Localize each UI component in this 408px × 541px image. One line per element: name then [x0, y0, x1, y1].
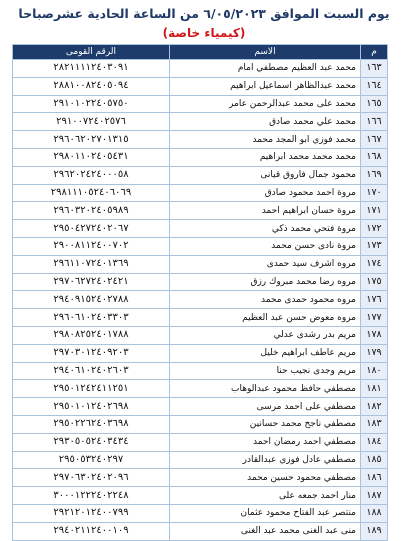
- page-title: يوم السبت الموافق ٦/٠٥/٢٠٢٣ من الساعة الحادية عشرصباحا: [18, 6, 390, 21]
- student-name: محمد فوزي ابو المجد محمد: [170, 131, 361, 149]
- table-row: [13, 522, 388, 540]
- row-number: ١٨٩: [361, 522, 388, 540]
- national-id: ٢٩٤٠٢١١٢٤٠٠١٠٩: [13, 522, 170, 540]
- table-row: [13, 344, 388, 362]
- national-id: ٢٩٨٠١١٠٢٤٠٥٤٣١: [13, 148, 170, 166]
- student-name: مريم وجدى نجيب حنا: [170, 362, 361, 380]
- student-name: مصطفي عادل فوزي عبدالقادر: [170, 451, 361, 469]
- row-number: ١٨٠: [361, 362, 388, 380]
- student-name: محمود جمال فاروق قيانى: [170, 166, 361, 184]
- student-name: مريم بدر رشدى عدلي: [170, 326, 361, 344]
- student-name: مروه محمود حمدى محمد: [170, 291, 361, 309]
- row-number: ١٨٤: [361, 433, 388, 451]
- subject-subtitle: (كيمياء خاصة): [162, 26, 246, 40]
- table-row: [13, 202, 388, 220]
- student-name: مصطفي حافظ محمود عبدالوهاب: [170, 380, 361, 398]
- national-id: ٢٩٦٠٦٢٠٢٧٠١٣١٥: [13, 131, 170, 149]
- student-name: منار احمد جمعه على: [170, 487, 361, 505]
- national-id: ٣٠٠٠١٢٢٢٤٠٢٢٤٨: [13, 487, 170, 505]
- row-number: ١٦٤: [361, 77, 388, 95]
- national-id: ٢٩٤٠٦١٠٢٤٠٢٦٠٣: [13, 362, 170, 380]
- table-row: [13, 184, 388, 202]
- student-name: منى عبد الغنى محمد عبد الغنى: [170, 522, 361, 540]
- student-name: منتصر عبد الفتاح محمود عثمان: [170, 504, 361, 522]
- column-header-id: الرقم القومى: [13, 45, 170, 60]
- row-number: ١٦٨: [361, 148, 388, 166]
- table-row: [13, 273, 388, 291]
- table-row: [13, 220, 388, 238]
- student-name: مريم عاطف ابراهيم خليل: [170, 344, 361, 362]
- national-id: ٢٩٥٠١٢٤٢٤١١٢٥١: [13, 380, 170, 398]
- national-id: ٢٩٥٠٥٣٢٤٠٢٩٧: [13, 451, 170, 469]
- student-name: محمد عبد العظيم مصطفي امام: [170, 60, 361, 78]
- column-header-name: الاسم: [170, 45, 361, 60]
- national-id: ٢٩٨٠٨٢٥٢٤٠١٧٨٨: [13, 326, 170, 344]
- row-number: ١٦٩: [361, 166, 388, 184]
- student-name: مصطفي احمد رمضان احمد: [170, 433, 361, 451]
- table-row: [13, 415, 388, 433]
- table-row: [13, 309, 388, 327]
- table-row: [13, 362, 388, 380]
- national-id: ٢٩١٠١٠٢٢٤٠٥٧٥٠: [13, 95, 170, 113]
- student-name: محمد محمد محمد ابراهيم: [170, 148, 361, 166]
- student-name: مروة احمد محمود صادق: [170, 184, 361, 202]
- students-table: [12, 44, 388, 541]
- national-id: ٢٩٦٠٣٢٠٢٤٠٥٩٨٩: [13, 202, 170, 220]
- table-row: [13, 148, 388, 166]
- row-number: ١٦٣: [361, 60, 388, 78]
- row-number: ١٧٢: [361, 220, 388, 238]
- national-id: ٢٩٣٠٥٠٥٢٤٠٣٤٣٤: [13, 433, 170, 451]
- table-row: [13, 60, 388, 78]
- table-body: [13, 60, 388, 541]
- student-name: مصطفي على احمد مرسى: [170, 398, 361, 416]
- row-number: ١٨١: [361, 380, 388, 398]
- table-header-row: [13, 45, 388, 60]
- student-name: مصطفي ناجح محمد حسانين: [170, 415, 361, 433]
- row-number: ١٧٩: [361, 344, 388, 362]
- table-row: [13, 237, 388, 255]
- table-row: [13, 433, 388, 451]
- row-number: ١٨٦: [361, 469, 388, 487]
- table-row: [13, 77, 388, 95]
- row-number: ١٨٧: [361, 487, 388, 505]
- table-row: [13, 451, 388, 469]
- national-id: ٢٨٨١٠٠٨٢٤٠٥٠٩٤: [13, 77, 170, 95]
- national-id: ٢٩٦٢٠٢٤٢٤٠٠٠٥٨: [13, 166, 170, 184]
- table-row: [13, 131, 388, 149]
- student-name: محمد عبدالظاهر اسماعيل ابراهيم: [170, 77, 361, 95]
- row-number: ١٧٦: [361, 291, 388, 309]
- national-id: ٢٩٥٠٢٢٦٢٤٠٣٦٩٨: [13, 415, 170, 433]
- table-row: [13, 255, 388, 273]
- row-number: ١٨٣: [361, 415, 388, 433]
- table-row: [13, 326, 388, 344]
- row-number: ١٦٧: [361, 131, 388, 149]
- row-number: ١٧٧: [361, 309, 388, 327]
- national-id: ٢٩٤٠٩١٥٢٤٠٢٧٨٨: [13, 291, 170, 309]
- national-id: ٢٩٠٠٨١١٢٤٠٠٧٠٢: [13, 237, 170, 255]
- national-id: ٢٩٥٠٤٢٧٢٤٠٢٠٦٧: [13, 220, 170, 238]
- student-name: مروه معوض حسن عبد العظيم: [170, 309, 361, 327]
- national-id: ٢٩٦١١٠٧٢٤٠١٣٦٩: [13, 255, 170, 273]
- student-name: مصطفي محمود حسين محمد: [170, 469, 361, 487]
- row-number: ١٨٢: [361, 398, 388, 416]
- table-row: [13, 380, 388, 398]
- national-id: ٢٩٨١١١٠٥٢٤٠٦٠٦٩: [13, 184, 170, 202]
- student-name: محمد علي محمد صادق: [170, 113, 361, 131]
- national-id: ٢٩٧٠٦٣٠٢٤٠٢٠٩٦: [13, 469, 170, 487]
- row-number: ١٧٣: [361, 237, 388, 255]
- table-row: [13, 113, 388, 131]
- table-row: [13, 291, 388, 309]
- national-id: ٢٩٢١٢٠١٢٤٠٠٧٩٩: [13, 504, 170, 522]
- national-id: ٢٩١٠٠٧٢٤٠٢٥٧٦: [13, 113, 170, 131]
- table-row: [13, 95, 388, 113]
- student-name: محمد على محمد عبدالرحمن عامر: [170, 95, 361, 113]
- row-number: ١٧٥: [361, 273, 388, 291]
- table-row: [13, 504, 388, 522]
- national-id: ٢٨٢١١١١٢٤٠٣٠٩١: [13, 60, 170, 78]
- row-number: ١٧٤: [361, 255, 388, 273]
- row-number: ١٨٨: [361, 504, 388, 522]
- student-name: مروه اشرف سيد حمدى: [170, 255, 361, 273]
- column-header-num: م: [361, 45, 388, 60]
- table-row: [13, 469, 388, 487]
- national-id: ٢٩٦٠٦١٠٢٤٠٣٣٠٣: [13, 309, 170, 327]
- table-row: [13, 166, 388, 184]
- row-number: ١٦٦: [361, 113, 388, 131]
- national-id: ٢٩٧٠٣٠١٢٤٠٩٢٠٣: [13, 344, 170, 362]
- table-row: [13, 398, 388, 416]
- table-row: [13, 487, 388, 505]
- student-name: مروة نادى حسن محمد: [170, 237, 361, 255]
- row-number: ١٨٥: [361, 451, 388, 469]
- student-name: مروة حسان ابراهيم احمد: [170, 202, 361, 220]
- student-name: مروه رضا محمد مبروك رزق: [170, 273, 361, 291]
- row-number: ١٧٠: [361, 184, 388, 202]
- student-name: مروة فتحي محمد ذكي: [170, 220, 361, 238]
- national-id: ٢٩٥٠١٠١٢٤٠٢٦٩٨: [13, 398, 170, 416]
- row-number: ١٧٨: [361, 326, 388, 344]
- row-number: ١٦٥: [361, 95, 388, 113]
- national-id: ٢٩٧٠٦٢٧٢٤٠٢٤٢١: [13, 273, 170, 291]
- row-number: ١٧١: [361, 202, 388, 220]
